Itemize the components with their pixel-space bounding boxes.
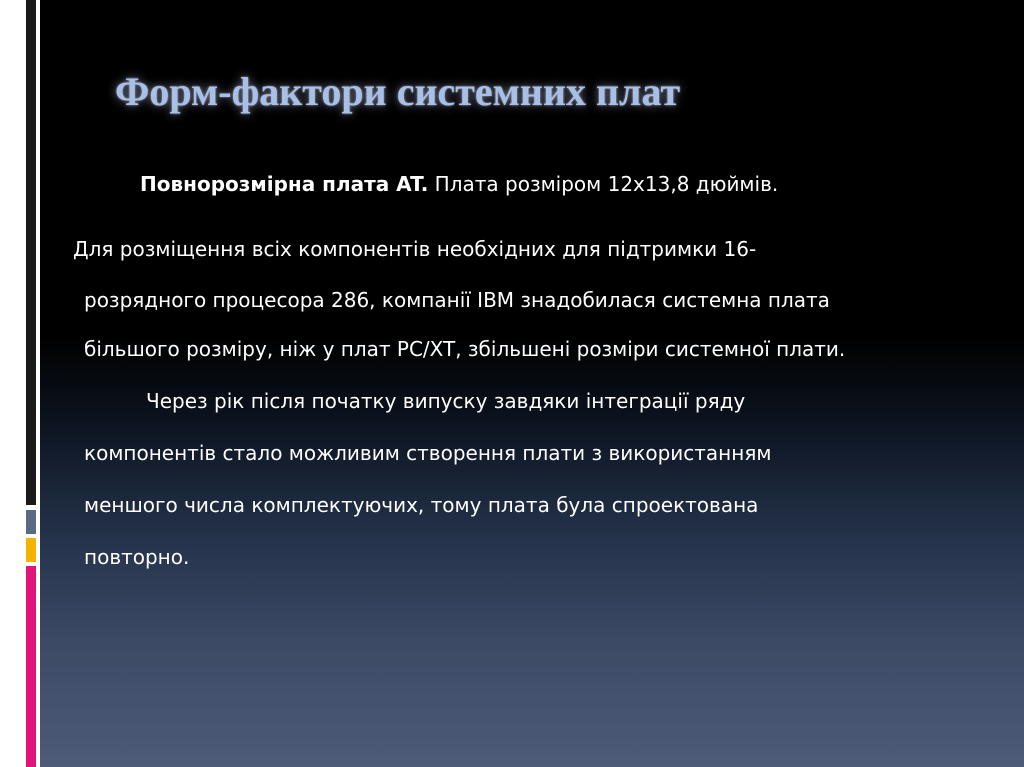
deco-bar-magenta <box>26 566 36 767</box>
subtitle-bold: Повнорозмірна плата AT. <box>140 172 429 196</box>
decorative-strip <box>0 0 40 767</box>
deco-bar-gold <box>26 538 36 562</box>
deco-bar-slate <box>26 510 36 534</box>
body-line-1: Для розміщення всіх компонентів необхідних для підтримки 16- <box>73 237 757 261</box>
body-line-5: компонентів стало можливим створення плати з використанням <box>84 441 772 465</box>
subtitle-rest: Плата розміром 12x13,8 дюймів. <box>428 172 779 196</box>
body-line-6: меншого числа комплектуючих, тому плата була спроектована <box>84 493 759 517</box>
body-line-2: розрядного процесора 286, компанії IBM знадобилася системна плата <box>84 288 830 312</box>
slide-title: Форм-фактори системних плат <box>115 69 681 114</box>
deco-bar-dark <box>26 0 36 505</box>
body-line-7: повторно. <box>84 545 190 569</box>
body-line-4: Через рік після початку випуску завдяки інтеграції ряду <box>146 389 746 413</box>
subtitle-line <box>140 171 778 197</box>
body-line-3: більшого розміру, ніж у плат PC/XT, збільшені розміри системної плати. <box>84 337 846 361</box>
